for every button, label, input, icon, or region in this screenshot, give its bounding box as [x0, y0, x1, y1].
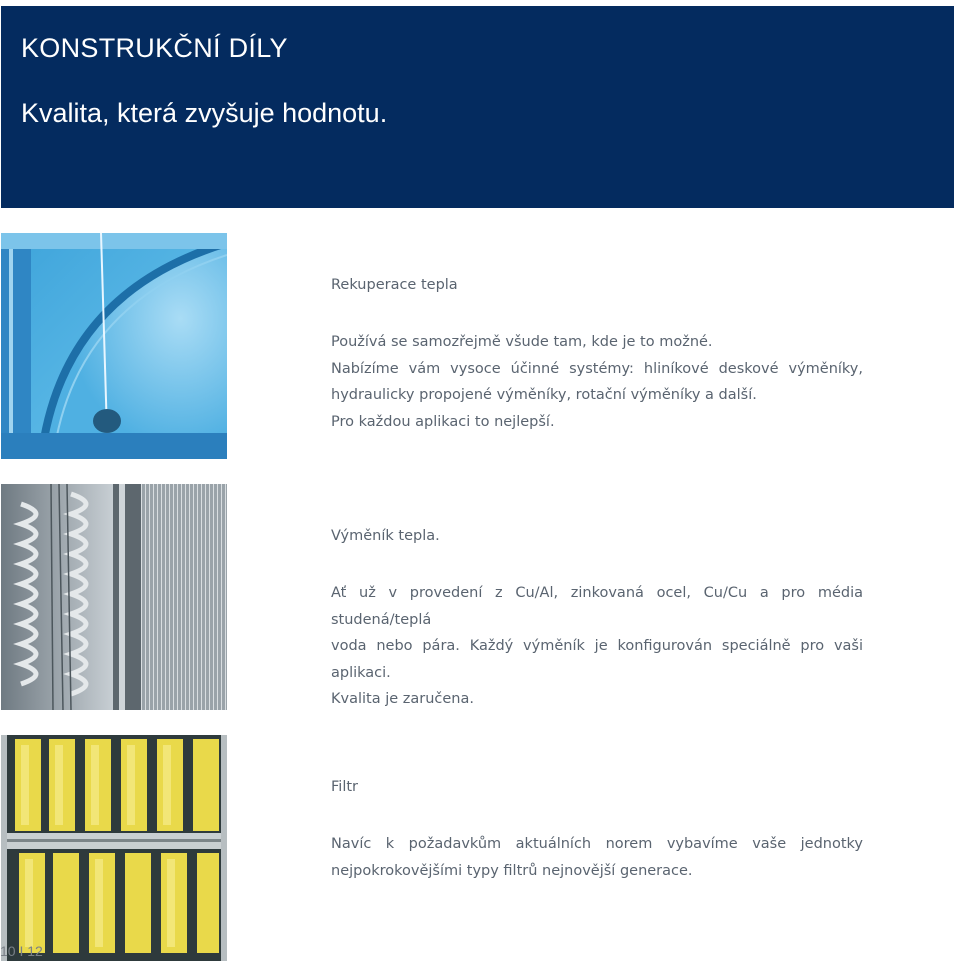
section-body [331, 580, 863, 713]
section-filter [331, 778, 863, 884]
page-number: 10 I 12 [0, 943, 43, 959]
section-body [331, 329, 863, 435]
photo-bag-filters [1, 735, 227, 961]
section-line: Používá se samozřejmě všude tam, kde je to možné. [331, 334, 713, 350]
section-line: voda nebo pára. Každý výměník je konfigurován speciálně pro vaši aplikaci. [331, 638, 863, 681]
section-line: hydraulicky propojené výměníky, rotační výměníky a další. [331, 387, 757, 403]
section-line: Navíc k požadavkům aktuálních norem vybavíme vaše jednotky [331, 836, 863, 852]
section-line: nejpokrokovějšími typy filtrů nejnovější generace. [331, 862, 693, 879]
section-heat-exchanger [331, 527, 863, 713]
section-line: Kvalita je zaručena. [331, 691, 474, 707]
photo-heat-exchanger [1, 484, 227, 710]
section-heat-recovery [331, 276, 863, 435]
section-body [331, 831, 863, 884]
section-line: Ať už v provedení z Cu/Al, zinkovaná ocel, Cu/Cu a pro média studená/teplá [331, 585, 863, 628]
section-heading: Výměník tepla. [331, 528, 440, 544]
header-banner [1, 6, 954, 208]
section-line: Nabízíme vám vysoce účinné systémy: hliníkové deskové výměníky, [331, 360, 863, 377]
page-subtitle: Kvalita, která zvyšuje hodnotu. [21, 98, 388, 128]
photo-heat-recovery-wheel [1, 233, 227, 459]
section-heading: Filtr [331, 779, 358, 795]
section-heading: Rekuperace tepla [331, 277, 458, 293]
page-title: KONSTRUKČNÍ DÍLY [21, 33, 288, 63]
section-line: Pro každou aplikaci to nejlepší. [331, 413, 555, 430]
